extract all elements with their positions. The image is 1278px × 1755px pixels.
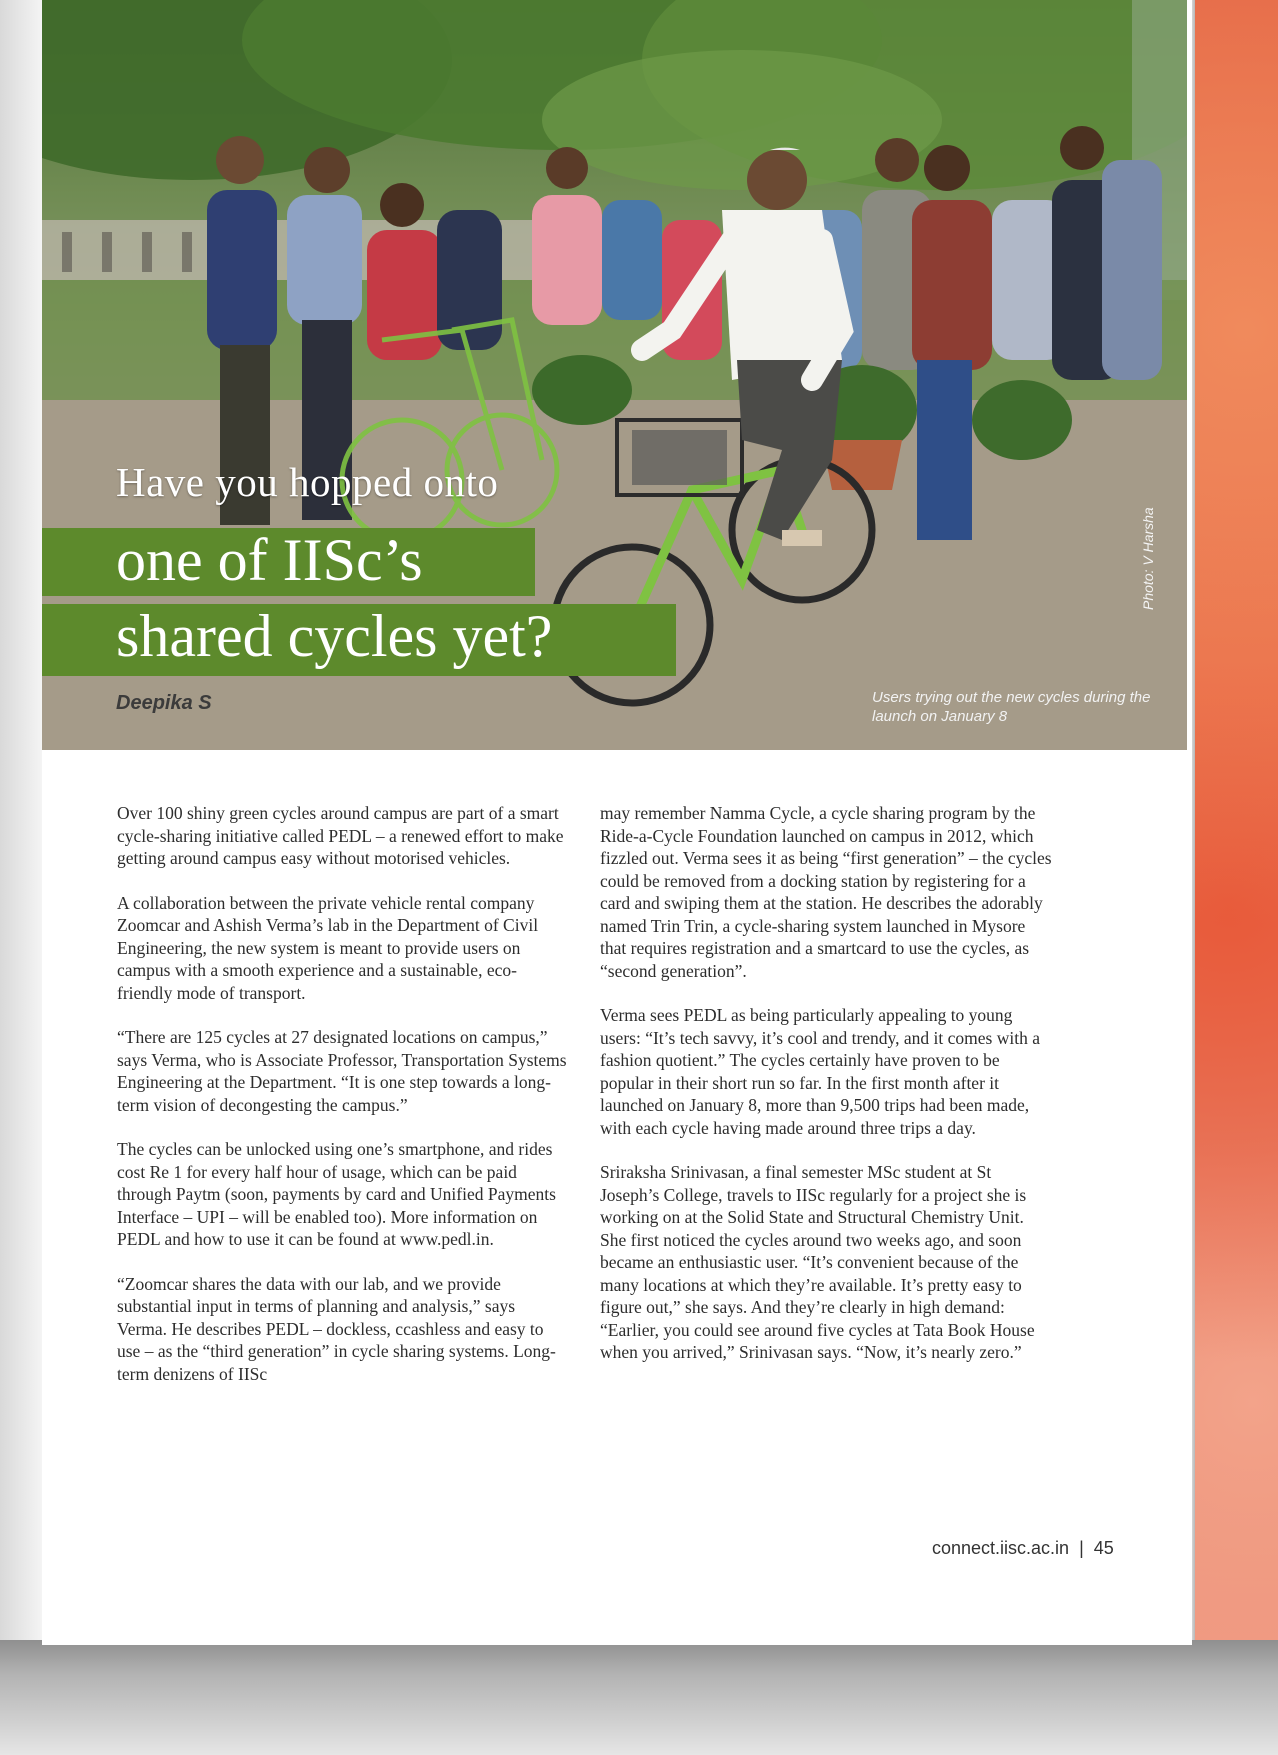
article-paragraph: Verma sees PEDL as being particularly appealing to young users: “It’s tech savvy, it’s cool and trendy, and it comes with a fashion quotient.” The cycles certainly have proven to be popular in their short run so far. In the first month after it launched on January 8, more than 9,500 trips had been made, with each cycle having made around three trips a day. [600,1005,1040,1138]
photo-caption: Users trying out the new cycles during the launch on January 8 [872,689,1151,725]
headline-band-2 [42,528,535,596]
scan-left-margin [0,0,42,1650]
page-footer [932,1538,1114,1559]
photo-credit: Photo: V Harsha [1140,507,1156,610]
article-paragraph: “There are 125 cycles at 27 designated locations on campus,” says Verma, who is Associate Professor, Transportation Systems Engineering at the Department. “It is one step towards a long-term vision of decongesting the campus.” [117,1027,567,1115]
article-paragraph: “Zoomcar shares the data with our lab, and we provide substantial input in terms of planning and analysis,” says Verma. He describes PEDL – dockless, ccashless and easy to use – as the “third generation” in cycle sharing systems. Long-term denizens of IISc [117,1273,556,1384]
article-paragraph: The cycles can be unlocked using one’s smartphone, and rides cost Re 1 for every half hour of usage, which can be paid through Paytm (soon, payments by card and Unified Payments Interface – UPI – will be enabled too). More information on PEDL and how to use it can be found at www.pedl.in. [117,1139,556,1249]
article-column-right [600,802,1052,1386]
article-paragraph: Sriraksha Srinivasan, a final semester MSc student at St Joseph’s College, travels to IISc regularly for a project she is working on at the Solid State and Structural Chemistry Unit. She first noticed the cycles around two weeks ago, and soon became an enthusiastic user. “It’s convenient because of the many locations at which they’re available. It’s pretty easy to figure out,” she says. And they’re clearly in high demand: “Earlier, you could see around five cycles at Tata Book House when you arrived,” Srinivasan says. “Now, it’s nearly zero.” [600,1162,1035,1362]
author-byline: Deepika S [116,692,212,714]
facing-page-edge [1195,0,1278,1650]
magazine-page [42,0,1192,1645]
article-paragraph: Over 100 shiny green cycles around campus are part of a smart cycle-sharing initiative called PEDL – a renewed effort to make getting around campus easy without motorised vehicles. [117,803,564,868]
hero-photo [42,0,1187,750]
headline-line-3: shared cycles yet? [116,603,553,669]
scan-bottom-margin [0,1640,1278,1755]
article-paragraph: may remember Namma Cycle, a cycle sharing program by the Ride-a-Cycle Foundation launched on campus in 2012, which fizzled out. Verma sees it as being “first generation” – the cycles could be removed from a docking station by registering for a card and swiping them at the station. He describes the adorably named Trin Trin, a cycle-sharing system launched in Mysore that requires registration and a smartcard to use the cycles, as “second generation”. [600,803,1052,981]
page-number: 45 [1093,1538,1114,1558]
footer-website: connect.iisc.ac.in [932,1538,1070,1558]
headline-band-3 [42,604,676,676]
article-paragraph: A collaboration between the private vehicle rental company Zoomcar and Ashish Verma’s lab in the Department of Civil Engineering, the new system is meant to provide users on campus with a smooth experience and a sustainable, eco-friendly mode of transport. [117,892,539,1003]
article-column-left [117,802,569,1407]
headline-line-2: one of IISc’s [116,527,423,593]
headline-line-1: Have you hopped onto [116,459,499,505]
footer-separator: | [1079,1538,1084,1558]
